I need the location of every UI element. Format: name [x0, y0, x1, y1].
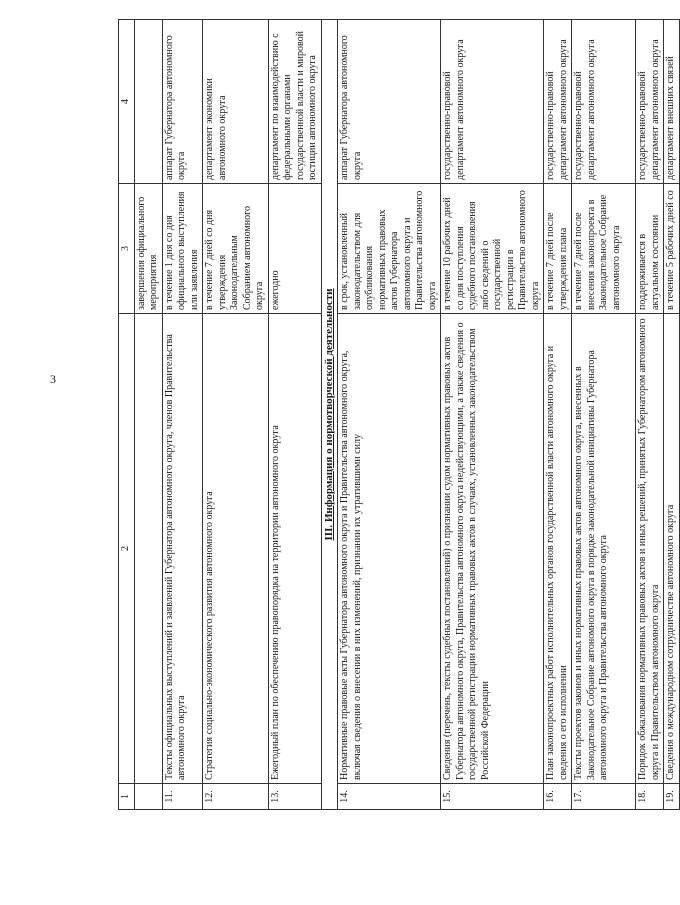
row-responsible: государственно-правовой департамент автономного округа: [441, 20, 544, 184]
row-term: поддерживается в актуальном состоянии: [636, 184, 664, 314]
row-description: Сведения (перечень, тексты судебных постановлений) о признании судом нормативных правовых актов Губернатора автономного округа, Правительства автономного округа недействующими, а также сведения о государственной регистрации нормативных правовых актов в случаях, установленных законодательством Российской Федерации: [441, 314, 544, 784]
table-row: [572, 20, 636, 810]
row-number: 14.: [338, 784, 441, 810]
row-responsible: государственно-правовой департамент автономного округа: [636, 20, 664, 184]
row-term: ежегодно: [268, 184, 321, 314]
row-number: 12.: [203, 784, 269, 810]
section-row: [321, 20, 338, 810]
table-row: [338, 20, 441, 810]
row-number: 15.: [441, 784, 544, 810]
table-row: [162, 20, 203, 810]
row-responsible: государственно-правовой департамент автономного округа: [544, 20, 572, 184]
row-responsible: аппарат Губернатора автономного округа: [162, 20, 203, 184]
publication-table: [118, 19, 680, 810]
row-description: Нормативные правовые акты Губернатора автономного округа и Правительства автономного округа, включая сведения о внесении в них изменений, признании их утратившими силу: [338, 314, 441, 784]
row-responsible: департамент по взаимодействию с федеральными органами государственной власти и мировой юстиции автономного округа: [268, 20, 321, 184]
table-row: [544, 20, 572, 810]
row-responsible: аппарат Губернатора автономного округа: [338, 20, 441, 184]
row-description: Тексты проектов законов и иных нормативных правовых актов автономного округа, внесенных в Законодательное Собрание автономного округа в порядке законодательной инициативы Губернатора автономного округа и Правительства автономного округа: [572, 314, 636, 784]
table-row: [441, 20, 544, 810]
header-cell-3: 3: [119, 184, 135, 314]
row-number: 17.: [572, 784, 636, 810]
row-term: в течение 7 дней со дня утверждения Законодательным Собранием автономного округа: [203, 184, 269, 314]
row-number: 18.: [636, 784, 664, 810]
row-responsible: департамент экономики автономного округа: [203, 20, 269, 184]
row-term: в течение 7 дней после утверждения плана: [544, 184, 572, 314]
row-responsible: государственно-правовой департамент автономного округа: [572, 20, 636, 184]
rotated-table-wrapper: [118, 20, 677, 810]
continuation-term: завершения официального мероприятия: [134, 184, 162, 314]
row-description: Сведения о международном сотрудничестве автономного округа: [664, 314, 680, 784]
section-title: III. Информация о нормотворческой деятельности: [321, 20, 338, 810]
row-number: 11.: [162, 784, 203, 810]
row-number: 19.: [664, 784, 680, 810]
row-description: Порядок обжалования нормативных правовых актов и иных решений, принятых Губернатором автономного округа и Правительством автономного округа: [636, 314, 664, 784]
row-term: в срок, установленный законодательством для опубликования нормативных правовых актов Губернатора автономного округа и Правительства автономного округа: [338, 184, 441, 314]
table-row: [664, 20, 680, 810]
row-description: План законопроектных работ исполнительных органов государственной власти автономного округа и сведения о его исполнении: [544, 314, 572, 784]
row-number: 16.: [544, 784, 572, 810]
continuation-row: [134, 20, 162, 810]
row-term: в течение 5 рабочих дней со: [664, 184, 680, 314]
continuation-resp: [134, 20, 162, 184]
table-row: [636, 20, 664, 810]
header-row: [119, 20, 135, 810]
row-description: Ежегодный план по обеспечению правопорядка на территории автономного округа: [268, 314, 321, 784]
table-row: [203, 20, 269, 810]
header-cell-4: 4: [119, 20, 135, 184]
header-cell-2: 2: [119, 314, 135, 784]
page-number: 3: [50, 372, 56, 386]
table-row: [268, 20, 321, 810]
header-cell-1: 1: [119, 784, 135, 810]
row-description: Тексты официальных выступлений и заявлений Губернатора автономного округа, членов Правительства автономного округа: [162, 314, 203, 784]
row-description: Стратегия социально-экономического развития автономного округа: [203, 314, 269, 784]
row-term: в течение 10 рабочих дней со дня поступления судебного постановления либо сведений о государственной регистрации в Правительство автономного округа: [441, 184, 544, 314]
row-term: в течение 1 дня со дня официального выступления или заявления: [162, 184, 203, 314]
row-responsible: департамент внешних связей: [664, 20, 680, 184]
row-number: 13.: [268, 784, 321, 810]
row-term: в течение 7 дней после внесения законопроекта в Законодательное Собрание автономного округа: [572, 184, 636, 314]
